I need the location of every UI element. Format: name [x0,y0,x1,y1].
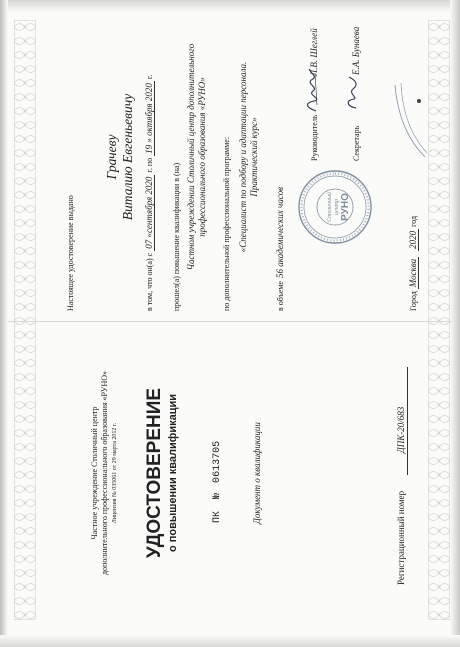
seal-center-line2: центр [334,198,340,216]
issuer-org-line2: дополнительного профессионального образования «РУНО» [100,370,109,576]
program-line1: «Специалист по подбору и адаптации персонала. [238,61,248,253]
passed-training-text: прошел(а) повышение квалификации в (на) [172,162,181,311]
city-label: Город [409,291,418,311]
document-subtitle: о повышении квалификации [167,393,179,553]
year-label: год [409,215,418,227]
scan-edge-right [450,0,460,647]
seal-graphic [297,169,373,245]
corner-stamp-mark [389,81,429,161]
scan-edge-left [0,0,8,647]
serial-number: 0613705 [212,440,223,483]
institution-line2: профессионального образования «РУНО» [197,77,207,237]
document-caption: Документ о квалификации [252,422,262,524]
recipient-given-names: Виталию Евгеньевичу [120,93,135,221]
issuer-org-line1: Частное учреждение Столичный центр [90,406,99,540]
program-line2: Практический курс» [249,117,259,197]
seal-center-line1: Столичный [327,192,333,222]
start-date: 07 «сентября 2020 [144,176,154,249]
city-year-line [409,216,418,311]
period-text-2: г. по [145,157,154,173]
document-title: УДОСТОВЕРЕНИЕ [144,387,165,559]
recipient-surname: Грачеву [104,134,119,180]
secretary-label: Секретарь [352,125,361,161]
secretary-signature [343,75,361,111]
scan-edge-top [0,0,460,12]
seal-center-brand: РУНО [340,193,351,221]
registration-underline [407,367,408,475]
year-value: 2020 [408,230,418,249]
registration-label: Регистрационный номер [396,490,406,585]
intro-text: Настоящее удостоверение выдано [66,195,75,311]
registration-number: ДПК-20/683 [396,406,406,453]
director-label: Руководитель [310,114,319,161]
director-name: Л.В. Шеглей [309,28,319,76]
institution-line1: Частном учреждении Столичный центр дополнительного [186,43,196,271]
certificate-spread [25,23,435,623]
series-prefix: ПК [212,510,223,523]
volume-label: в объеме [276,281,285,311]
scan-edge-bottom [0,635,460,647]
volume-value: 56 академических часов [275,186,285,278]
period-text-3: г. [145,74,154,80]
serial-number-line [213,441,223,523]
secretary-name: Е.А. Бунаева [351,26,361,75]
city-value: Москва [408,258,418,288]
end-date: 19 » октября 2020 [144,83,154,154]
round-seal [297,169,373,245]
study-period-line [145,75,154,311]
number-symbol: № [212,492,223,499]
period-text-1: в том, что он(а) с [145,252,154,311]
program-label: по дополнительной профессиональной программе: [222,136,231,311]
license-line: Лицензия № 035061 от 29 марта 2012 г. [112,422,118,524]
